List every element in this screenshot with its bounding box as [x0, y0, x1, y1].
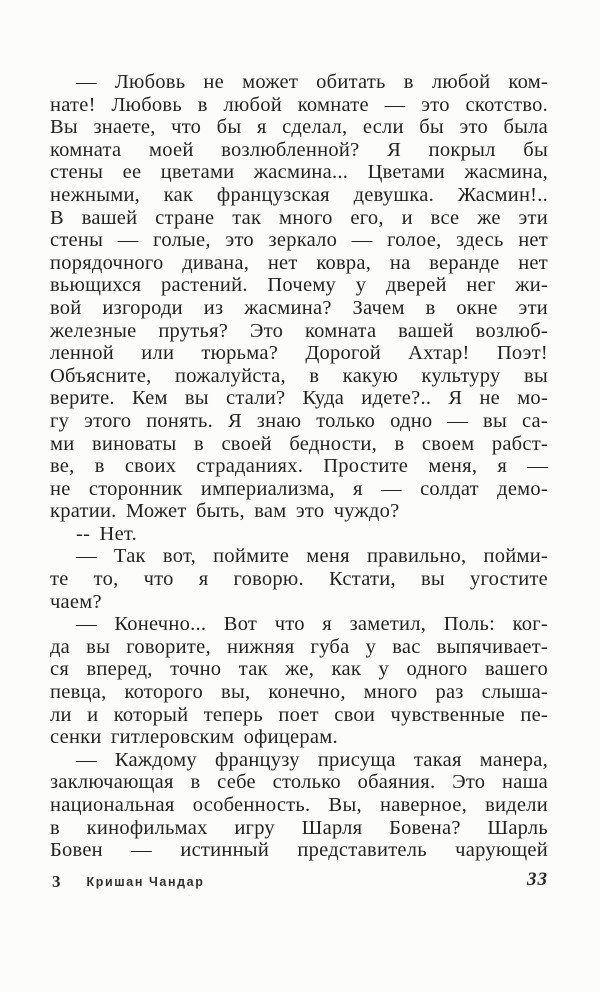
text-line: гу этого понять. Я знаю только одно — вы са-: [50, 409, 548, 432]
text-line: те то, что я говорю. Кстати, вы угостите: [50, 568, 548, 591]
text-line: — Любовь не может обитать в любой ком-: [76, 71, 548, 93]
text-line: стены ее цветами жасмина... Цветами жасмина,: [50, 161, 548, 184]
text-line: Вы знаете, что бы я сделал, если бы это была: [50, 116, 548, 139]
text-line: порядочного дивана, нет ковра, на веранде нет: [50, 251, 548, 274]
page-footer: [52, 869, 548, 896]
text-line: — Каждому французу присуща такая манера,: [76, 748, 548, 771]
text-line: нате! Любовь в любой комнате — это скотство.: [50, 93, 548, 116]
text-line: кратии. Может быть, вам это чуждо?: [50, 500, 400, 523]
text-line: нежными, как французская девушка. Жасмин!..: [50, 183, 548, 206]
text-line: заключающая в себе столько обаяния. Это наша: [50, 771, 548, 794]
text-line: ли и который теперь поет свои чувственные пе-: [50, 703, 548, 726]
text-line: железные прутья? Это комната вашей возлюб-: [50, 319, 548, 342]
text-line: ся вперед, точно так же, как у одного вашего: [50, 658, 548, 681]
text-line: В вашей стране так много его, и все же эти: [50, 206, 548, 229]
text-line: ми виноваты в своей бедности, в своем рабст-: [50, 432, 548, 455]
page-number: 33: [527, 869, 548, 890]
text-line: — Так вот, поймите меня правильно, пойми-: [76, 545, 548, 568]
text-line: ве, в своих страданиях. Простите меня, я —: [50, 455, 548, 478]
text-line: вьющихся растений. Почему у дверей нег жи-: [50, 274, 548, 297]
text-line: Объясните, пожалуйста, в какую культуру вы: [50, 364, 548, 387]
text-line: сенки гитлеровским офицерам.: [50, 726, 338, 749]
text-line: Бовен — истинный представитель чарующей: [50, 839, 548, 862]
text-line: -- Нет.: [76, 522, 137, 545]
text-line: да вы говорите, нижняя губа у вас выпячивает-: [50, 635, 548, 658]
text-block: [50, 71, 548, 862]
running-author: Кришан Чандар: [86, 875, 205, 889]
text-line: комната моей возлюбленной? Я покрыл бы: [50, 138, 548, 161]
signature-number: 3: [52, 872, 61, 891]
text-line: вой изгороди из жасмина? Зачем в окне эти: [50, 296, 548, 319]
text-line: певца, которого вы, конечно, много раз слыша-: [50, 681, 548, 704]
text-line: чаем?: [50, 590, 102, 613]
text-line: национальная особенность. Вы, наверное, видели: [50, 794, 548, 816]
text-line: ленной или тюрьма? Дорогой Ахтар! Поэт!: [50, 342, 548, 365]
text-line: стены — голые, это зеркало — голое, здесь нет: [50, 229, 548, 252]
text-line: не сторонник империализма, я — солдат демо-: [50, 477, 548, 500]
text-line: в кинофильмах игру Шарля Бовена? Шарль: [50, 816, 548, 839]
text-line: верите. Кем вы стали? Куда идете?.. Я не мо-: [50, 387, 548, 410]
text-line: — Конечно... Вот что я заметил, Поль: ког-: [76, 613, 548, 636]
